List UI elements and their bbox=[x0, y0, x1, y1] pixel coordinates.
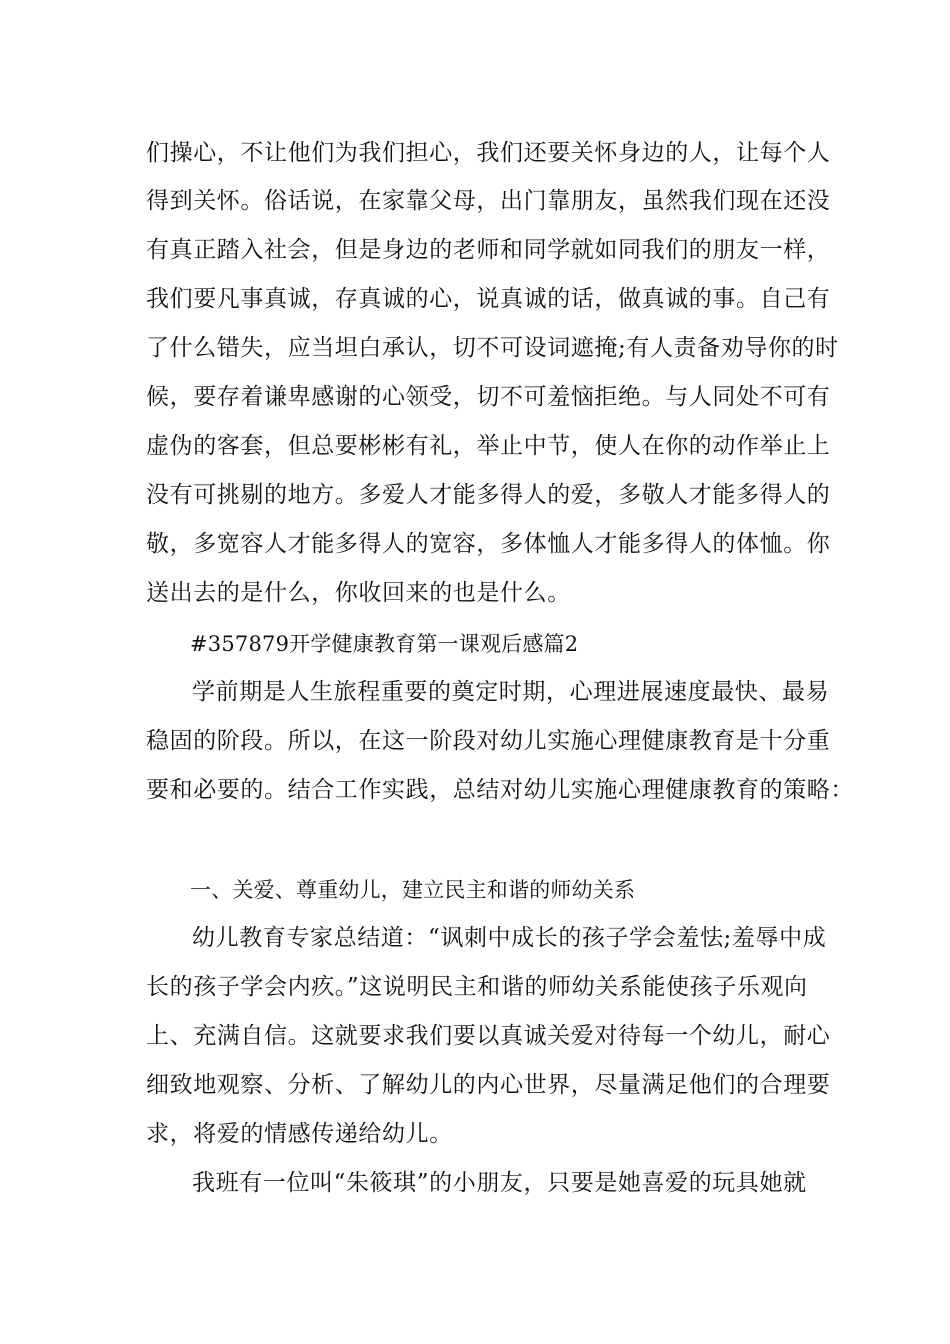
section-title: #357879开学健康教育第一课观后感篇2 bbox=[190, 632, 579, 656]
text-line: 送出去的是什么，你收回来的也是什么。 bbox=[146, 580, 571, 606]
text-line: 上、充满自信。这就要求我们要以真诚关爱对待每一个幼儿，耐心 bbox=[146, 1023, 831, 1049]
text-line: 要和必要的。结合工作实践，总结对幼儿实施心理健康教育的策略： bbox=[146, 777, 854, 803]
text-line: 幼儿教育专家总结道：“讽刺中成长的孩子学会羞怯;羞辱中成 bbox=[192, 925, 827, 951]
text-line: 有真正踏入社会，但是身边的老师和同学就如同我们的朋友一样， bbox=[146, 237, 831, 263]
section-heading: 一、关爱、尊重幼儿，建立民主和谐的师幼关系 bbox=[190, 878, 636, 902]
text-line: 得到关怀。俗话说，在家靠父母，出门靠朋友，虽然我们现在还没 bbox=[146, 188, 831, 214]
text-line: 了什么错失，应当坦白承认，切不可设词遮掩;有人责备劝导你的时 bbox=[146, 335, 839, 361]
text-line: 们操心，不让他们为我们担心，我们还要关怀身边的人，让每个人 bbox=[146, 140, 831, 166]
text-line: 长的孩子学会内疚。”这说明民主和谐的师幼关系能使孩子乐观向 bbox=[146, 974, 808, 1000]
text-line: 敬，多宽容人才能多得人的宽容，多体恤人才能多得人的体恤。你 bbox=[146, 531, 831, 557]
text-line: 求，将爱的情感传递给幼儿。 bbox=[146, 1121, 453, 1147]
text-line: 细致地观察、分析、了解幼儿的内心世界，尽量满足他们的合理要 bbox=[146, 1072, 831, 1098]
text-line: 虚伪的客套，但总要彬彬有礼，举止中节，使人在你的动作举止上 bbox=[146, 433, 831, 459]
text-line: 候，要存着谦卑感谢的心领受，切不可羞恼拒绝。与人同处不可有 bbox=[146, 384, 831, 410]
text-line: 没有可挑剔的地方。多爱人才能多得人的爱，多敬人才能多得人的 bbox=[146, 482, 831, 508]
text-line: 稳固的阶段。所以，在这一阶段对幼儿实施心理健康教育是十分重 bbox=[146, 728, 831, 754]
text-line: 学前期是人生旅程重要的奠定时期，心理进展速度最快、最易 bbox=[192, 679, 830, 705]
text-line: 我们要凡事真诚，存真诚的心，说真诚的话，做真诚的事。自己有 bbox=[146, 286, 831, 312]
text-line: 我班有一位叫“朱筱琪”的小朋友，只要是她喜爱的玩具她就 bbox=[192, 1170, 807, 1196]
